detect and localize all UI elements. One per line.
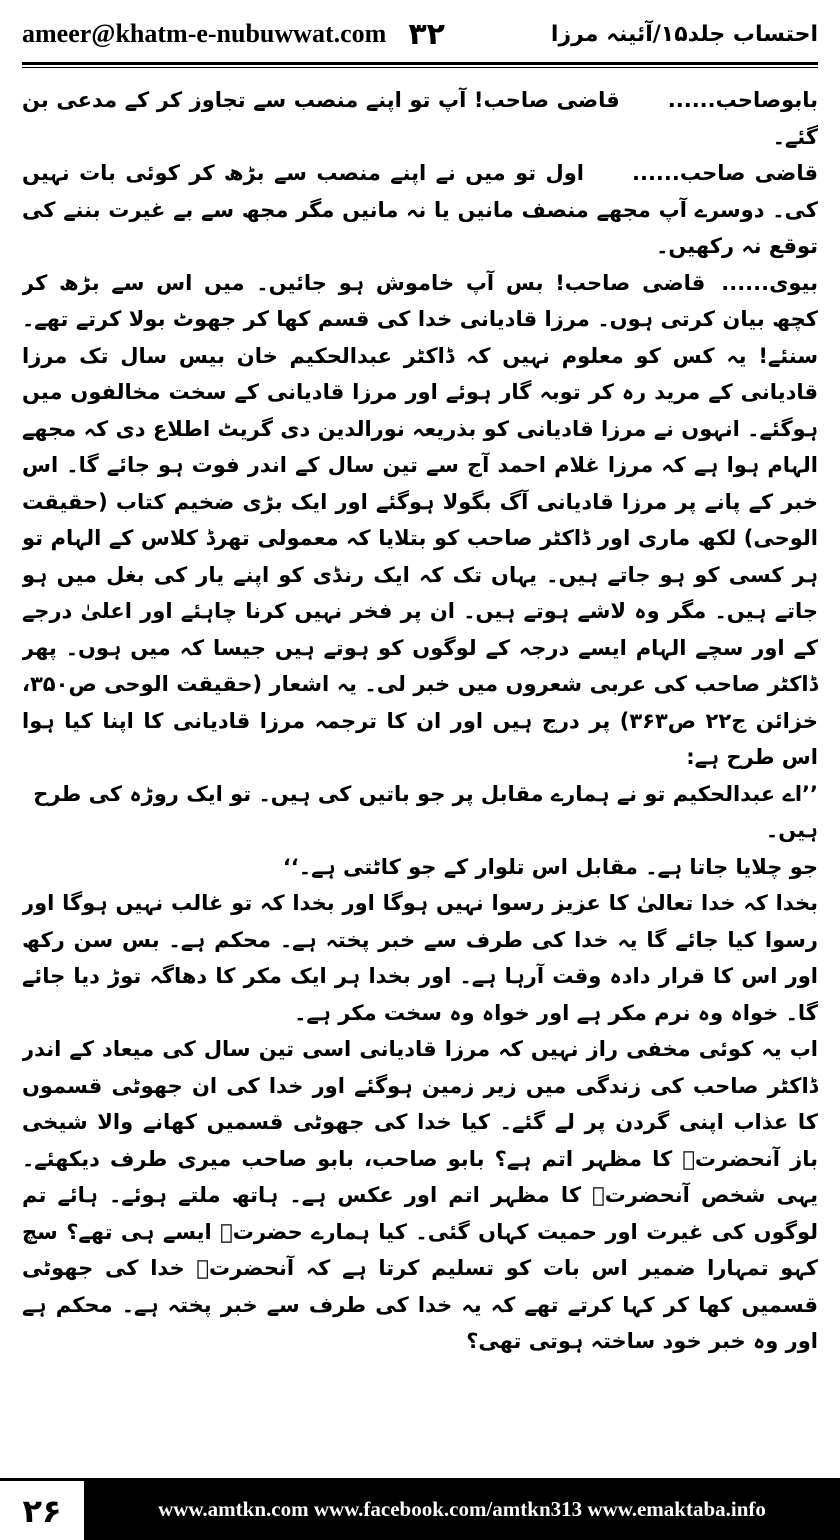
verse-line-2: جو چلایا جاتا ہے۔ مقابل اس تلوار کے جو کاٹتی ہے۔‘‘	[282, 854, 818, 879]
header-page-number: ۳۲	[408, 16, 445, 52]
header-left	[22, 17, 445, 52]
dialogue-line-2	[22, 155, 818, 265]
footer-page-number: ۲۶	[0, 1478, 84, 1540]
speaker-babu: بابوصاحب......	[667, 88, 818, 112]
paragraph-2: بخدا کہ خدا تعالیٰ کا عزیز رسوا نہیں ہوگا اور بخدا کہ تو غالب نہیں ہوگا اور رسوا کیا جائے گا یہ خدا کی طرف سے خبر پختہ ہے۔ محکم ہے۔ بس سن رکھ اور اس کا قرار دادہ وقت آرہا ہے۔ اور بخدا ہر ایک مکر کا دھاگہ توڑ دیا جائے گا۔ خواہ وہ نرم مکر ہے اور خواہ وہ سخت مکر ہے۔	[22, 891, 818, 1025]
page-footer	[0, 1478, 840, 1540]
dialogue-text-2: اول تو میں نے اپنے منصب سے بڑھ کر کوئی بات نہیں کی۔ دوسرے آپ مجھے منصف مانیں یا نہ مانیں مگر مجھ سے بے غیرت بننے کی توقع نہ رکھیں۔	[22, 161, 818, 258]
dialogue-paragraph-wife	[22, 265, 818, 776]
page-header	[22, 12, 818, 56]
header-series-title: احتساب جلد۱۵/آئینہ مرزا	[550, 21, 818, 47]
speaker-wife: بیوی......	[721, 270, 818, 295]
verse-line-1: ’’اے عبدالحکیم تو نے ہمارے مقابل پر جو باتیں کی ہیں۔ تو ایک روڑہ کی طرح ہیں۔	[33, 781, 818, 842]
header-rule-thin	[22, 67, 818, 68]
header-email: ameer@khatm-e-nubuwwat.com	[22, 19, 387, 48]
speaker-qazi: قاضی صاحب......	[632, 161, 818, 185]
page-body	[22, 82, 818, 1460]
header-rule	[22, 62, 818, 65]
wife-text: قاضی صاحب! بس آپ خاموش ہو جائیں۔ میں اس سے بڑھ کر کچھ بیان کرتی ہوں۔ مرزا قادیانی خدا کی قسم کھا کر جھوٹ بولا کرتے تھے۔ سنئے! یہ کس کو معلوم نہیں کہ ڈاکٹر عبدالحکیم خان بیس سال تک مرزا قادیانی کے مرید رہ کر توبہ گار ہوئے اور مرزا قادیانی کے سخت مخالفوں میں ہوگئے۔ انہوں نے مرزا قادیانی کو بذریعہ نورالدین دی گریٹ اطلاع دی کہ مجھے الہام ہوا ہے کہ مرزا غلام احمد آج سے تین سال کے اندر فوت ہو جائے گا۔ اس خبر کے پانے پر مرزا قادیانی آگ بگولا ہوگئے اور ایک بڑی ضخیم کتاب (حقیقت الوحی) لکھ ماری اور ڈاکٹر صاحب کو بتلایا کہ معمولی تھرڈ کلاس کے الہام تو ہر کسی کو ہو جاتے ہیں۔ یہاں تک کہ ایک رنڈی کو اپنے یار کی بغل میں ہو جاتے ہیں۔ مگر وہ لاشے ہوتے ہیں۔ ان پر فخر نہیں کرنا چاہئے اور اعلیٰ درجے کے اور سچے الہام ایسے درجہ کے لوگوں کو ہوتے ہیں جیسا کہ میں ہوں۔ پھر ڈاکٹر صاحب کی عربی شعروں میں خبر لی۔ یہ اشعار (حقیقت الوحی ص۳۵۰، خزائن ج۲۲ ص۳۶۳) پر درج ہیں اور ان کا ترجمہ مرزا قادیانی کا اپنا کیا ہوا اس طرح ہے:	[22, 270, 818, 769]
dialogue-line-1	[22, 82, 818, 155]
paragraph-3: اب یہ کوئی مخفی راز نہیں کہ مرزا قادیانی اسی تین سال کی میعاد کے اندر ڈاکٹر صاحب کی زندگی میں زیر زمین ہوگئے اور خدا کی ان جھوٹی قسموں کا عذاب اپنی گردن پر لے گئے۔ کیا خدا کی جھوٹی قسمیں کھانے والا شیخی باز آنحضرتؐ کا مظہر اتم ہے؟ بابو صاحب، بابو صاحب میری طرف دیکھئے۔ یہی شخص آنحضرتؐ کا مظہر اتم اور عکس ہے۔ ہاتھ ملتے ہوئے۔ ہائے تم لوگوں کی غیرت اور حمیت کہاں گئی۔ کیا ہمارے حضرتؐ ایسے ہی تھے؟ سچ کہو تمہارا ضمیر اس بات کو تسلیم کرتا ہے کہ آنحضرتؐ خدا کی جھوٹی قسمیں کھا کر کہا کرتے تھے کہ یہ خدا کی طرف سے خبر پختہ ہے۔ محکم ہے اور وہ خبر خود ساختہ ہوتی تھی؟	[22, 1037, 818, 1353]
dialogue-text-1: قاضی صاحب! آپ تو اپنے منصب سے تجاوز کر کے مدعی بن گئے۔	[22, 88, 818, 149]
footer-links: www.amtkn.com www.facebook.com/amtkn313 www.emaktaba.info	[84, 1478, 840, 1540]
